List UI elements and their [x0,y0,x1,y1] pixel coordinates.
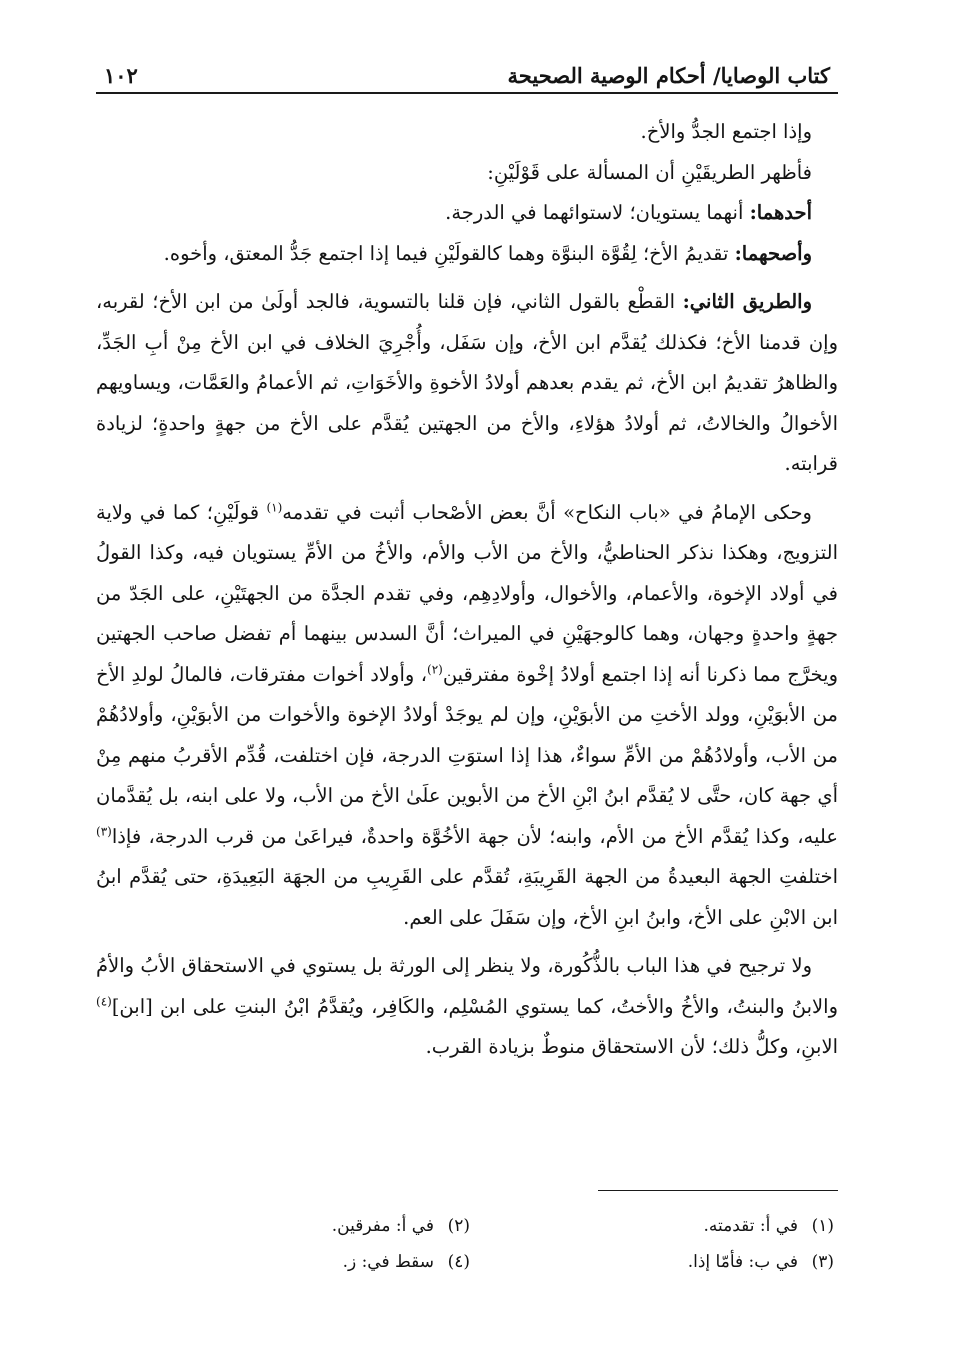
paragraph-7-part-b: الابنِ، وكلُّ ذلك؛ لأن الاستحقاق منوطٌ بزيادة القرب. [425,1035,838,1058]
page-number: ١٠٢ [104,63,138,88]
footnote-2 [110,1208,474,1244]
footnote-4-text: سقط في: ز. [342,1252,434,1272]
page [96,40,838,1272]
footnote-row [96,1208,838,1244]
footnote-3 [474,1244,838,1280]
page-header [96,40,838,88]
footnote-1 [474,1208,838,1244]
main-text [96,112,838,1068]
footnote-ref-4: (٤) [96,994,112,1008]
running-title: كتاب الوصايا/ أحكام الوصية الصحيحة [507,63,830,88]
footnote-3-text: في ب: فأمّا إذا. [687,1252,798,1272]
paragraph-5-lead: والطريق الثاني: [682,290,812,313]
paragraph-6-part-b: قولَيْنِ؛ كما في ولاية التزويج، وهكذا نذكر الحناطيُّ، والأخ من الأب والأم، والأخُ من الأمِّ يستويان فيه، وكذا القولُ في أولاد الإخوة، والأعمام، والأخوال، وأولادِهِم، وفي تقدم الجدَّة من الجهتَيْنِ، على الجَدّ من جهةٍ واحدةٍ وجهان، وهما كالوجهَيْنِ في الميراث؛ أنَّ السدس بينهما أم تفضل صاحب الجهتين ويخرَّج مما ذكرنا أنه إذا اجتمع أولادُ إخْوة مفترقين [96,500,838,686]
paragraph-5-text: القطْع بالقول الثاني، فإن قلنا بالتسوية، فالجد أولَىٰ من ابن الأخ؛ لقربه، وإن قدمنا الأخ؛ فكذلك يُقدَّم ابن الأخ، وإن سَفَل، وأُجْرِيَ الخلاف في ابن الأخ مِنْ أبِ الجَدِّ، والظاهرُ تقديمُ ابن الأخ، ثم يقدم بعدهم أولادُ الأخوةِ والأخَوَاتِ، ثم الأعمامُ والعَمَّات، ويساويهم الأخوالُ والخالاتُ، ثم أولادُ هؤلاءِ، والأخ من الجهتين يُقدَّم على الأخ من جهةٍ واحدةٍ؛ لزيادة قرابته. [96,290,838,475]
paragraph-6-part-d: اختلفتِ الجهة البعيدةُ من الجهة القَرِيبَةِ، تُقدَّم على القَرِيبِ من الجهَة البَعِيدَةِ، حتى يُقدَّم ابنُ ابن الابْنِ على الأخ، وابنُ ابنِ الأخ، وإن سَفَلَ على العم. [96,865,838,929]
footnote-1-text: في أ: تقدمته. [703,1216,798,1236]
footnote-3-number: (٣) [811,1252,834,1272]
footnote-rule [598,1190,838,1191]
paragraph-4-text: تقديمُ الأخ؛ لِقُوَّة البنوَّة وهما كالقولَيْنِ فيما إذا اجتمع جَدُّ المعتق، وأخوه. [163,241,735,265]
paragraph-7 [96,946,838,1068]
footnote-1-number: (١) [811,1216,834,1236]
paragraph-7-part-a: ولا ترجيح في هذا الباب بالذُّكُورة، ولا ينظر إلى الورثة بل يستوي في الاستحقاق الأبُ والأمُ والابنُ والبنتُ، والأخُ والأختُ، كما يستوي المُسْلِم، والكَافِر، ويُقدَّمُ ابْنُ البنتِ على ابن [ابن] [96,954,838,1018]
footnote-4-number: (٤) [447,1252,470,1272]
footnote-row [96,1244,838,1280]
header-rule [96,92,838,94]
footnote-4 [110,1244,474,1280]
footnote-ref-3: (٣) [96,824,112,838]
footnote-ref-2: (٢) [427,662,443,676]
footnote-ref-1: (١) [266,500,283,514]
paragraph-2: فأظهر الطريقَيْنِ أن المسألة على قَوْلَيْنِ: [487,160,812,184]
paragraph-6-part-c: ، وأولاد أخوات مفترقات، فالمالُ لولدِ الأخ من الأبوَيْنِ، وولد الأختِ من الأبوَيْنِ، وإن لم يوجَدْ أولادُ الإخوة والأخوات من الأبوَيْنِ، وأولادُهُمْ من الأب، وأولادُهُمْ من الأمِّ سواءٌ، هذا إذا استوَتِ الدرجة، فإن اختلفت، قُدِّم الأقربُ منهم مِنْ أي جهة كان، حتَّى لا يُقدَّم ابنُ ابْنِ الأخ من الأبوين علَىٰ الأخ من الأب، ولا على ابنه، بل يُقدَّمان عليه، وكذا يُقدَّم الأخ من الأم، وابنه؛ لأن جهة الأخُوَّة واحدةٌ، فيراعَىٰ من قرب الدرجة، فإذا [96,662,838,848]
paragraph-5 [96,282,838,485]
paragraph-3-lead: أحدهما: [749,201,812,224]
footnote-2-number: (٢) [447,1216,470,1236]
paragraph-3-text: أنهما يستويان؛ لاستوائهما في الدرجة. [445,201,750,224]
paragraph-4-lead: وأصحهما: [734,241,812,265]
paragraph-6 [96,493,838,939]
paragraph-3 [96,193,838,234]
footnote-2-text: في أ: مفرقين. [331,1216,434,1236]
paragraph-6-part-a: وحكى الإمامُ في «باب النكاح» أنَّ بعض الأصْحاب أثبت في تقدمه [282,500,812,524]
paragraph-1: وإذا اجتمع الجدُّ والأخ. [640,120,812,143]
paragraph-4 [96,234,838,275]
footnotes [96,1208,838,1280]
